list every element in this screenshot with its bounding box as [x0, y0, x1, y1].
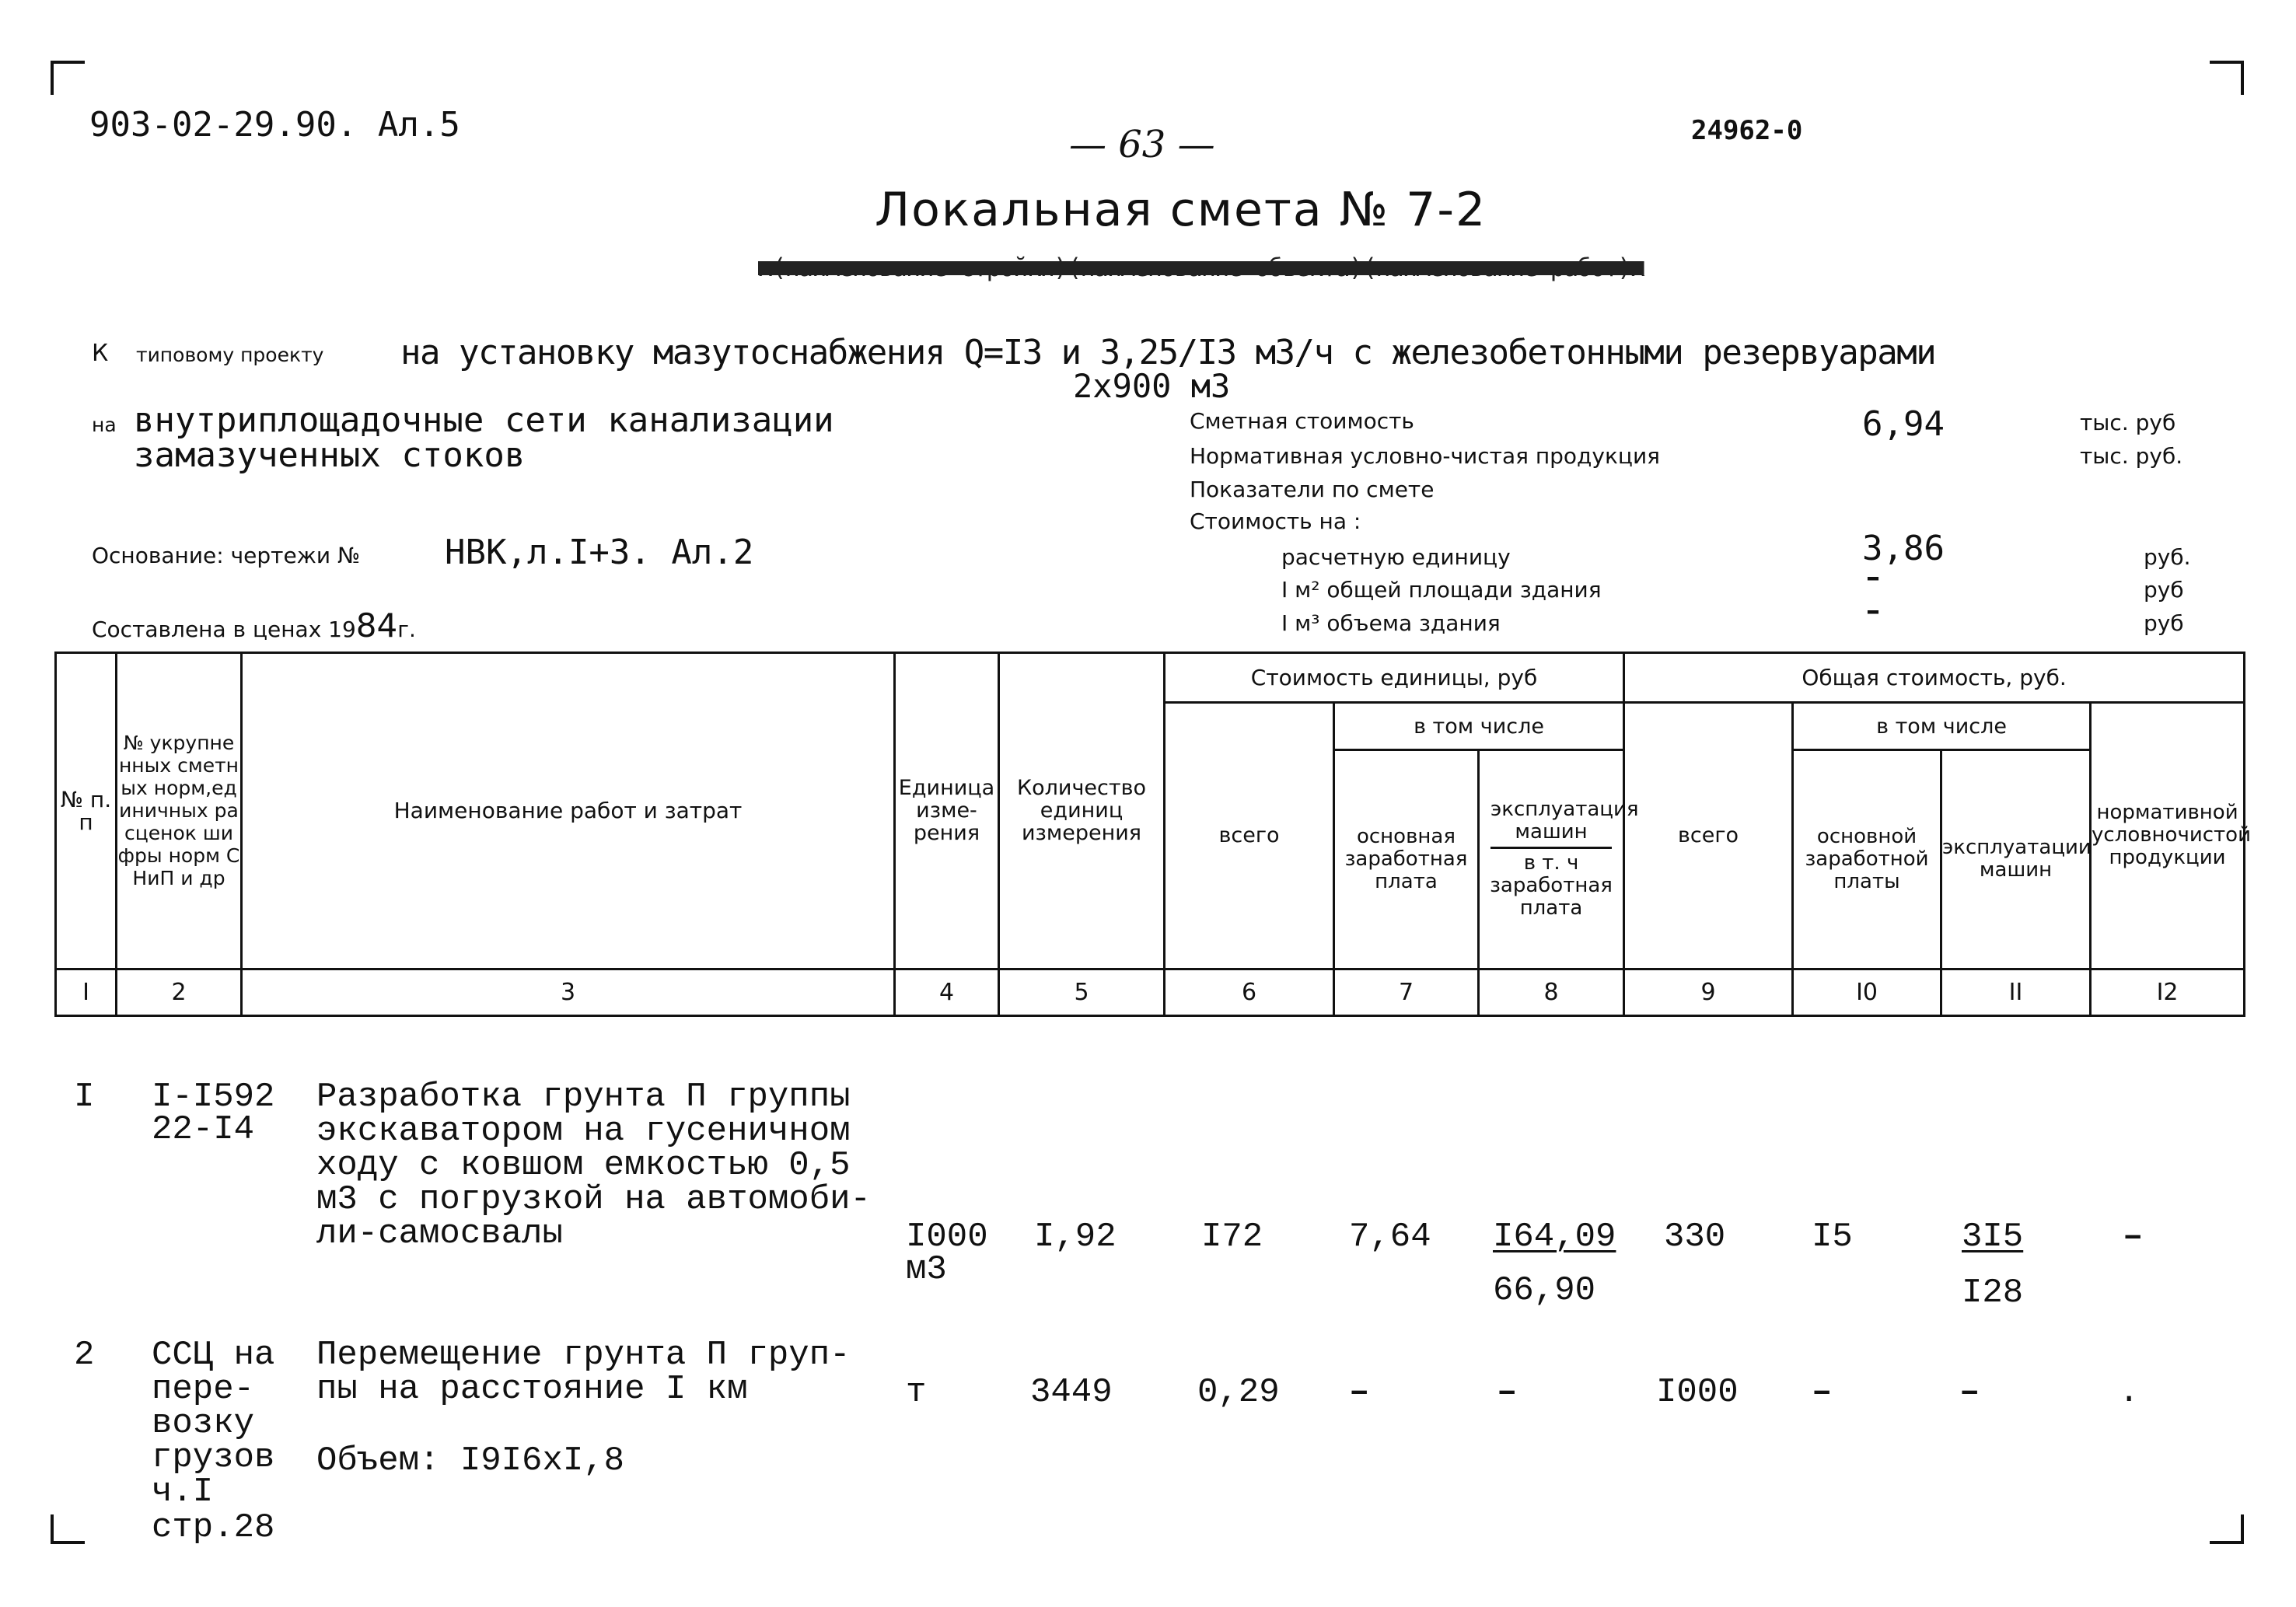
row2-unit-machines: – [1497, 1373, 1518, 1412]
row2-code-line: пере- [152, 1370, 255, 1409]
header-col-machines-top: эксплуатация машин [1490, 798, 1612, 849]
row1-qty: I,92 [1034, 1217, 1117, 1256]
header-col-unit-wage: основная заработная плата [1334, 749, 1479, 969]
summary-nup-unit: тыс. руб. [2080, 443, 2183, 469]
row1-code-line2: 22-I4 [152, 1110, 255, 1149]
prices-label [92, 606, 416, 645]
basis-value: НВК,л.I+3. Ал.2 [445, 533, 754, 572]
row1-total-wage: I5 [1812, 1217, 1853, 1256]
project-prefix: К [92, 340, 109, 367]
row1-unit-wage: 7,64 [1349, 1217, 1431, 1256]
summary-per-unit-value: 3,86 [1862, 529, 1945, 568]
header-col-machines-wage: в т. ч заработная плата [1490, 851, 1613, 921]
col-number: 9 [1624, 969, 1793, 1015]
col-number: II [1941, 969, 2091, 1015]
row2-num: 2 [74, 1336, 95, 1375]
row1-total-machines-wage: I28 [1962, 1273, 2024, 1312]
summary-indicators-label: Показатели по смете [1190, 477, 1435, 502]
summary-per-area-unit: руб [2144, 577, 2184, 603]
row1-name-line: ли-самосвалы [316, 1214, 563, 1253]
summary-per-volume-unit: руб [2144, 610, 2184, 636]
header-group-total-cost: Общая стоимость, руб. [1624, 653, 2245, 703]
corner-mark-bottom-left [51, 1514, 85, 1544]
summary-per-volume-label: I м³ объема здания [1281, 610, 1501, 636]
header-group-unit-cost: Стоимость единицы, руб [1165, 653, 1624, 703]
page-number: — 63 — [1069, 123, 1215, 166]
header-col-total-wage: основной заработной платы [1793, 749, 1941, 969]
row2-unit-total: 0,29 [1197, 1373, 1280, 1412]
row2-name-line: пы на расстояние I км [316, 1370, 748, 1409]
row2-code-line: стр.28 [152, 1508, 275, 1547]
row2-code-line: ССЦ на [152, 1336, 275, 1375]
header-col-nup: нормативной условночистой продукции [2091, 703, 2245, 969]
row2-total-machines: – [1959, 1373, 1980, 1412]
col-number: I2 [2091, 969, 2245, 1015]
row1-name-line: экскаватором на гусеничном [316, 1112, 851, 1151]
summary-cost-value: 6,94 [1862, 404, 1945, 444]
summary-nup-label: Нормативная условно-чистая продукция [1190, 443, 1660, 469]
row1-unit-machines: I64,09 [1493, 1217, 1616, 1256]
corner-mark-bottom-right [2210, 1514, 2244, 1544]
basis-label: Основание: чертежи № [92, 543, 361, 568]
estimate-table-header [54, 652, 2251, 1017]
col-number: I0 [1793, 969, 1941, 1015]
doc-code: 903-02-29.90. Ал.5 [89, 105, 460, 145]
project-text-line2: 2х900 м3 [1073, 367, 1231, 405]
row1-total: 330 [1664, 1217, 1726, 1256]
row2-code-line: грузов [152, 1438, 275, 1477]
row2-code-line: ч.I [152, 1473, 214, 1511]
estimate-title: Локальная смета № 7-2 [875, 183, 1487, 237]
row1-nup: – [2123, 1217, 2144, 1256]
row1-name-line: м3 с погрузкой на автомоби- [316, 1180, 871, 1219]
col-number: I [56, 969, 117, 1015]
struck-subtitle: х(наименование стройки)(наименование объекта)(наименование работ)х [758, 253, 1644, 282]
row2-qty: 3449 [1030, 1373, 1113, 1412]
row1-total-machines: 3I5 [1962, 1217, 2024, 1256]
row2-total: I000 [1656, 1373, 1739, 1412]
header-col-total-machines: эксплуатации машин [1941, 749, 2091, 969]
row1-unit-total: I72 [1201, 1217, 1263, 1256]
row2-volume: Объем: I9I6хI,8 [316, 1441, 625, 1480]
inventory-number: 24962-0 [1691, 115, 1803, 146]
col-number: 3 [242, 969, 895, 1015]
summary-per-volume-value: – [1866, 595, 1880, 627]
summary-cost-unit: тыс. руб [2080, 410, 2176, 435]
col-number: 2 [117, 969, 242, 1015]
header-incl-unit: в том числе [1334, 703, 1624, 749]
row1-name-line: Разработка грунта П группы [316, 1078, 851, 1116]
project-label: типовому проекту [136, 344, 324, 366]
header-col-unit-machines [1479, 749, 1639, 969]
corner-mark-top-left [51, 61, 85, 95]
header-col-qty: Количество единиц измерения [999, 653, 1165, 969]
header-col-unit-total: всего [1165, 703, 1334, 969]
col-number: 7 [1334, 969, 1479, 1015]
summary-per-area-value: – [1866, 561, 1880, 593]
row2-nup: . [2119, 1373, 2140, 1412]
row2-unit-wage: – [1349, 1373, 1370, 1412]
header-incl-total: в том числе [1793, 703, 2091, 749]
row1-code-line1: I-I592 [152, 1078, 275, 1116]
summary-per-area-label: I м² общей площади здания [1281, 577, 1602, 603]
object-line1: внутриплощадочные сети канализации [134, 400, 834, 440]
summary-per-unit-unit: руб. [2144, 544, 2191, 570]
row2-code-line: возку [152, 1404, 255, 1443]
project-text: на установку мазутоснабжения Q=I3 и 3,25/I3 м3/ч с железобетонными резервуарами [400, 333, 1936, 372]
row1-unit-machines-wage: 66,90 [1493, 1271, 1596, 1310]
summary-cost-per-label: Стоимость на : [1190, 508, 1361, 534]
header-col-total: всего [1624, 703, 1793, 969]
object-prefix: на [92, 414, 117, 436]
corner-mark-top-right [2210, 61, 2244, 95]
summary-per-unit-label: расчетную единицу [1281, 544, 1511, 570]
row1-name-line: ходу с ковшом емкостью 0,5 [316, 1146, 851, 1185]
row1-unit-line2: м3 [906, 1250, 947, 1289]
row2-total-wage: – [1812, 1373, 1833, 1412]
row1-num: I [74, 1078, 95, 1116]
object-line2: замазученных стоков [134, 435, 526, 475]
header-col-unit: Единица изме-рения [895, 653, 999, 969]
summary-cost-label: Сметная стоимость [1190, 408, 1414, 434]
prices-year: 84 [355, 606, 398, 645]
col-number: 8 [1479, 969, 1624, 1015]
header-col-name: Наименование работ и затрат [242, 653, 895, 969]
col-number: 6 [1165, 969, 1334, 1015]
header-col-num: № п. п [56, 653, 117, 969]
col-number: 4 [895, 969, 999, 1015]
header-col-code: № укрупненных сметных норм,единичных расценок шифры норм СНиП и др [117, 653, 242, 969]
col-number: 5 [999, 969, 1165, 1015]
row1-unit-line1: I000 [906, 1217, 988, 1256]
row2-name-line: Перемещение грунта П груп- [316, 1336, 851, 1375]
prices-suffix: г. [397, 617, 416, 642]
prices-label-text: Составлена в ценах 19 [92, 617, 356, 642]
row2-unit: т [906, 1373, 927, 1412]
